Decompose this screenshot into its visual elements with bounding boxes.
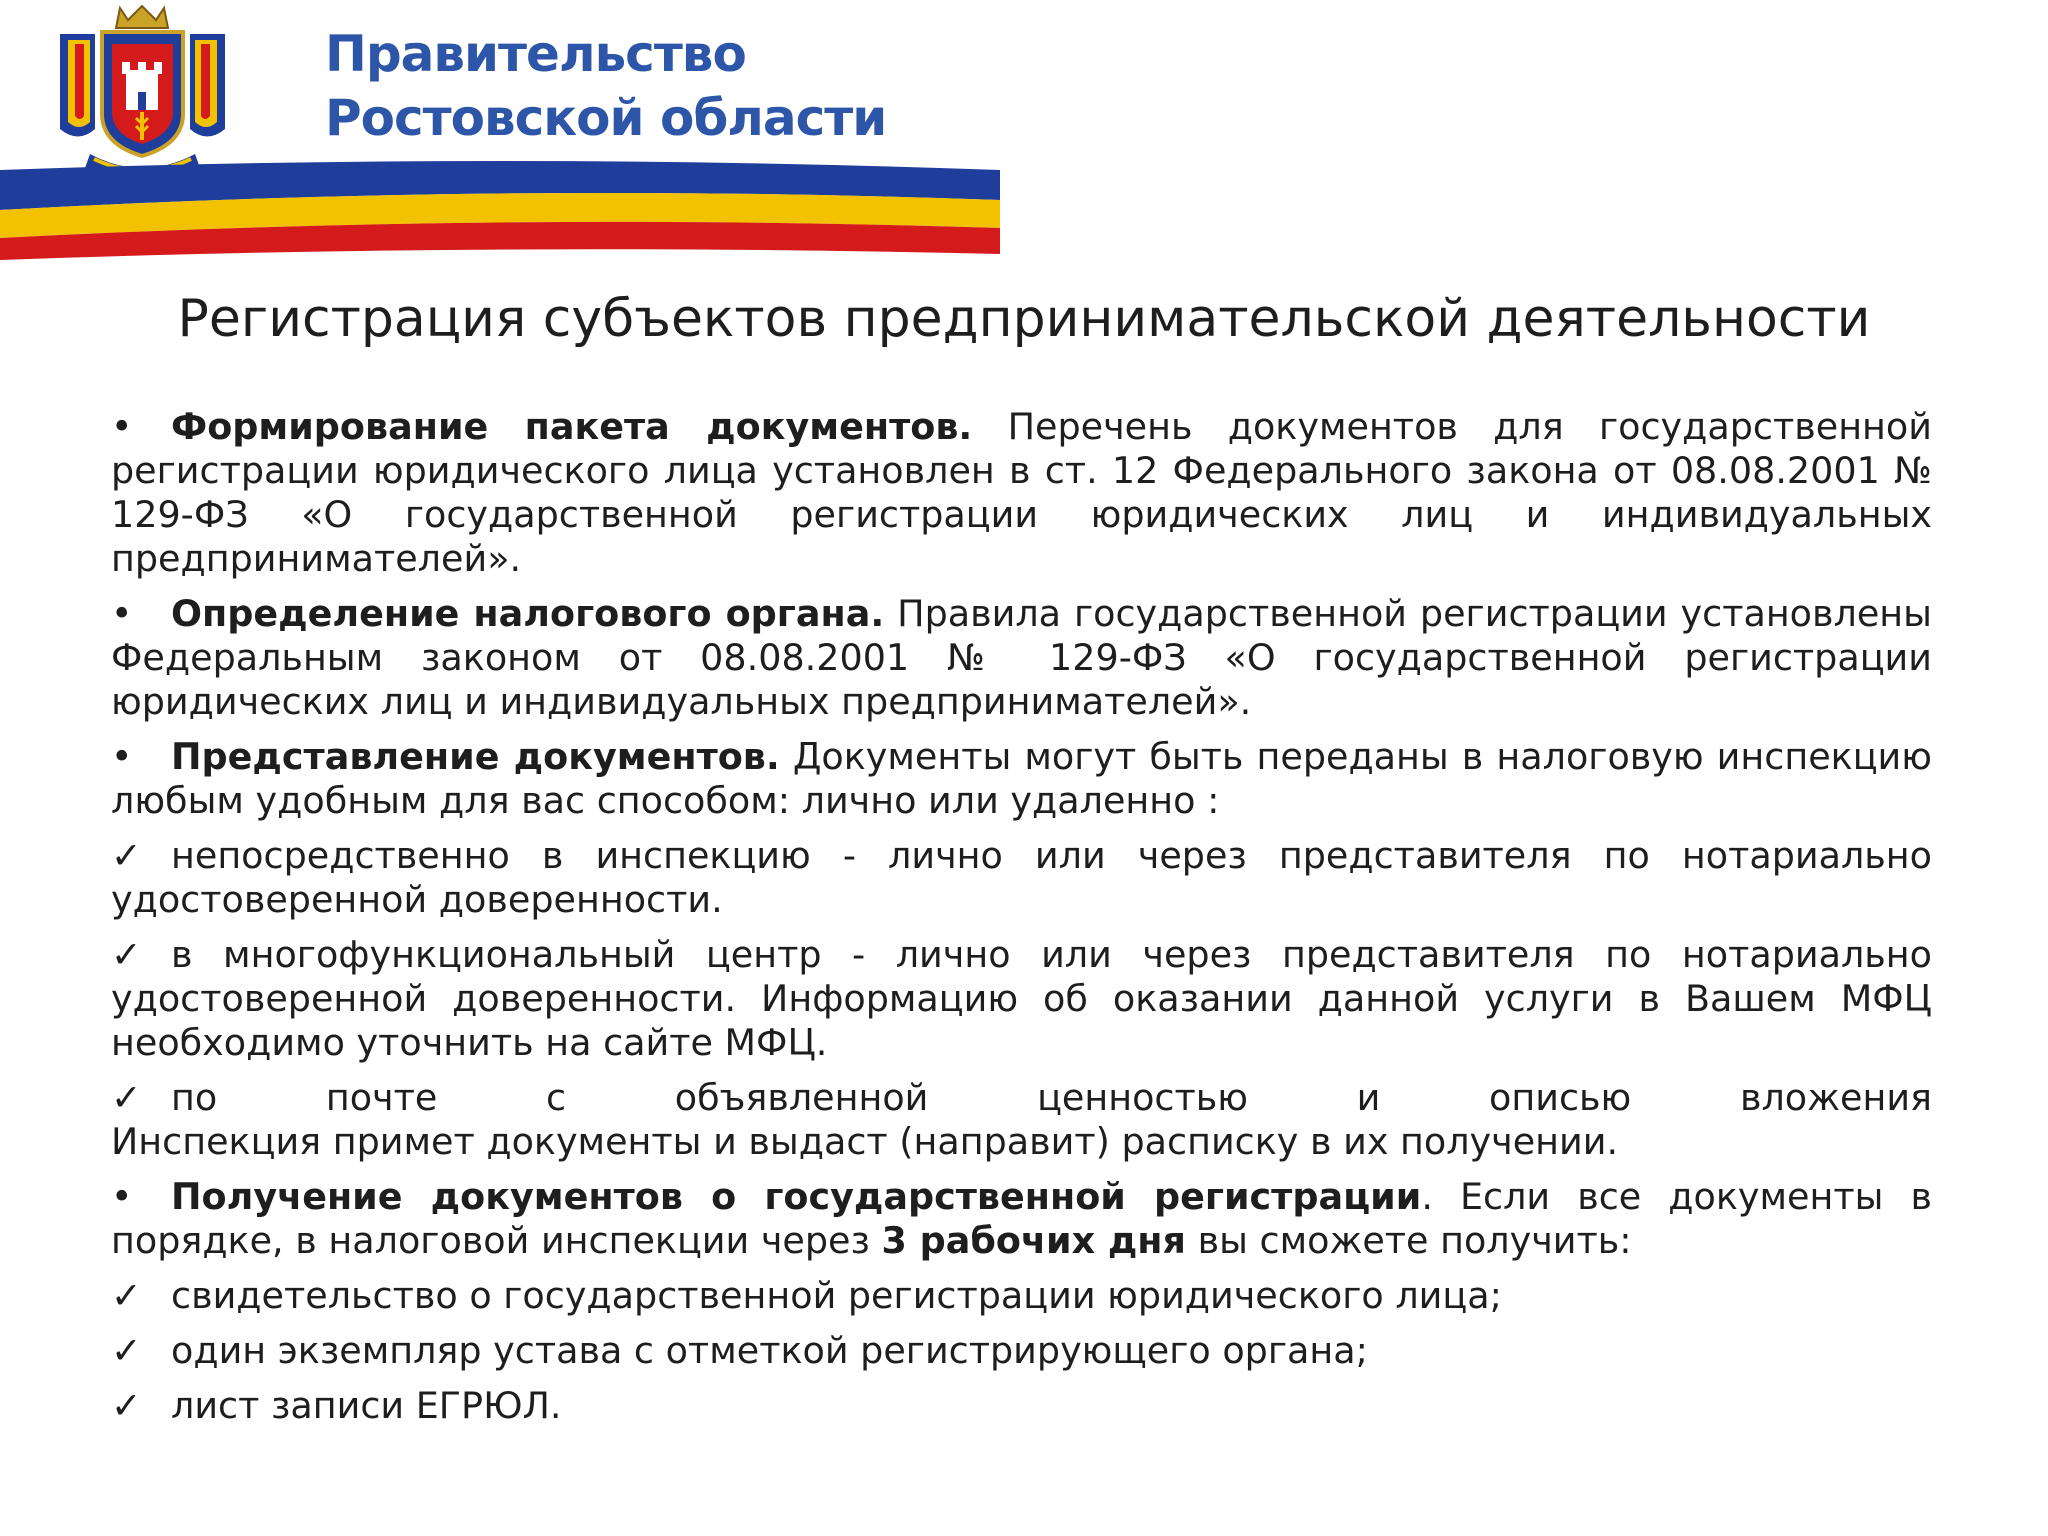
slide-content: [111, 405, 1932, 1439]
bullet-icon: •: [111, 1175, 133, 1218]
list-item: [111, 1175, 1932, 1263]
organization-name-line1: Правительство: [325, 25, 746, 83]
list-item-lead: Представление документов.: [171, 735, 780, 778]
list-item-text: вы сможете получить:: [1185, 1219, 1632, 1262]
check-item-text: в многофункциональный центр - лично или через представителя по нотариально удостоверенной доверенности. Информацию об оказании данной услуги в Вашем МФЦ необходимо уточнить на сайте МФЦ.: [111, 933, 1932, 1064]
check-item: [111, 933, 1932, 1065]
check-item-text: свидетельство о государственной регистрации юридического лица;: [171, 1274, 1502, 1317]
tricolor-ribbon: [0, 150, 1000, 260]
list-item-text: Правила государственной регистрации установлены Федеральным законом от 08.08.2001 № 129-ФЗ «О государственной регистрации юридических лиц и индивидуальных предпринимателей».: [111, 592, 1932, 723]
list-item-text: Перечень документов для государственной регистрации юридического лица установлен в ст. 12 Федерального закона от 08.08.2001 № 129-ФЗ «О государственной регистрации юридических лиц и индивидуальных предпринимателей».: [111, 405, 1932, 580]
check-item: [111, 1384, 1932, 1428]
list-item-lead: Получение документов о государственной регистрации: [171, 1175, 1422, 1218]
organization-name-line2: Ростовской области: [325, 89, 887, 147]
list-item-text: Документы могут быть переданы в налоговую инспекцию любым удобным для вас способом: лично или удаленно :: [111, 735, 1932, 822]
slide-header: [0, 0, 1000, 260]
check-item-text: лист записи ЕГРЮЛ.: [171, 1384, 562, 1427]
bullet-icon: •: [111, 735, 133, 778]
checkmark-icon: ✓: [111, 933, 142, 976]
check-item: [111, 834, 1932, 922]
list-item-emphasis: 3 рабочих дня: [881, 1219, 1186, 1262]
checkmark-icon: ✓: [111, 1076, 142, 1119]
list-item: [111, 735, 1932, 823]
check-item-text: один экземпляр устава с отметкой регистрирующего органа;: [171, 1329, 1368, 1372]
bullet-icon: •: [111, 405, 133, 448]
check-item-text: по почте с объявленной ценностью и описью вложения: [171, 1076, 1932, 1119]
list-item: [111, 592, 1932, 724]
checkmark-icon: ✓: [111, 834, 142, 877]
list-item: [111, 405, 1932, 581]
check-item: [111, 1329, 1932, 1373]
checkmark-icon: ✓: [111, 1274, 142, 1317]
bullet-icon: •: [111, 592, 133, 635]
check-item: [111, 1076, 1932, 1164]
check-item: [111, 1274, 1932, 1318]
checkmark-icon: ✓: [111, 1329, 142, 1372]
list-item-lead: Определение налогового органа.: [171, 592, 885, 635]
check-item-line: [111, 1076, 1932, 1120]
check-item-text: непосредственно в инспекцию - лично или через представителя по нотариально удостоверенной доверенности.: [111, 834, 1932, 921]
check-item-text-continued: Инспекция примет документы и выдаст (направит) расписку в их получении.: [111, 1120, 1619, 1163]
list-item-text: . Если все документы в порядке, в налоговой инспекции через: [111, 1175, 1933, 1262]
list-item-lead: Формирование пакета документов.: [171, 405, 973, 448]
page-title: Регистрация субъектов предпринимательской деятельности: [177, 289, 1871, 349]
checkmark-icon: ✓: [111, 1384, 142, 1427]
organization-name: [325, 22, 886, 150]
